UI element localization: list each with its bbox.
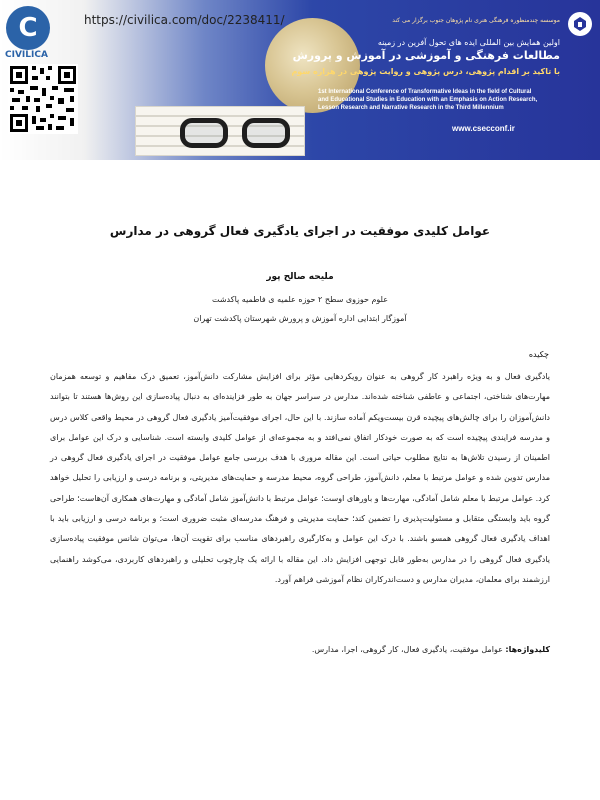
conference-title-line1: اولین همایش بین المللی ایده های تحول آفرین در زمینه xyxy=(377,38,560,47)
keywords xyxy=(50,645,550,654)
civilica-logo[interactable] xyxy=(6,6,50,50)
author-affiliation-2: آموزگار ابتدایی اداره آموزش و پرورش شهرستان پاکدشت تهران xyxy=(193,314,407,323)
conference-title-line2: مطالعات فرهنگی و آموزشی در آموزش و پرورش xyxy=(292,49,560,62)
author-name: ملیحه صالح پور xyxy=(266,272,334,282)
conference-title-en-line1: 1st International Conference of Transformative Ideas in the field of Cultural xyxy=(318,89,532,95)
institute-emblem-icon xyxy=(568,12,592,36)
conference-subtitle: با تاکید بر اقدام پژوهی، درس پژوهی و روایت پژوهی در هزاره سوم xyxy=(291,67,560,76)
civilica-logo-letter: C xyxy=(18,13,38,43)
document-url[interactable]: https://civilica.com/doc/2238411/ xyxy=(84,13,285,27)
keywords-label: کلیدواژه‌ها: xyxy=(505,645,550,654)
conference-title-en-line2: and Educational Studies in Education with an Emphasis on Action Research, xyxy=(318,97,538,103)
abstract-text: یادگیری فعال و به ویژه راهبرد کار گروهی به عنوان رویکردهایی مؤثر برای افزایش مشارکت دانش‌آموز، تعمیق درک مفاهیم و توسعه همزمان مهارت‌های شناختی، اجتماعی و عاطفی شناخته شده‌اند. مدارس در سراسر جهان به طور فزاینده‌ای به دنبال پیاده‌سازی این روش‌ها هستند تا بتوانند دانش‌آموزان را برای چالش‌های پیچیده قرن بیست‌ویکم آماده سازند. با این حال، اجرای موفقیت‌آمیز یادگیری فعال گروهی در محیط واقعی کلاس درس و مدرسه فرایندی پیچیده است که به صورت خودکار اتفاق نمی‌افتد و به مجموعه‌ای از عوامل کلیدی وابسته است. شناسایی و درک این عوامل برای اطمینان از رسیدن تلاش‌ها به نتایج مطلوب حیاتی است. این مقاله مروری با هدف بررسی جامع عوامل موفقیت در اجرای یادگیری فعال گروهی در مدارس تدوین شده و عوامل مرتبط با معلم، دانش‌آموز، طراحی گروه، محیط مدرسه و حمایت‌های مدیریتی، و برنامه درسی و ارزیابی را تحلیل خواهد کرد. عوامل مرتبط با معلم شامل آمادگی، مهارت‌ها و باورهای اوست؛ عوامل مرتبط با دانش‌آموز شامل آمادگی و مهارت‌های همکاری آن‌هاست؛ طراحی گروه باید وابستگی متقابل و مسئولیت‌پذیری را تضمین کند؛ حمایت مدیریتی و فرهنگ مدرسه‌ای مثبت ضروری است؛ و برنامه درسی و ارزیابی باید با اهداف یادگیری فعال گروهی همسو باشند. با درک این عوامل و به‌کارگیری راهبردهای مناسب برای تقویت آن‌ها، می‌توان شانس موفقیت پیاده‌سازی یادگیری فعال گروهی را در مدارس به‌طور قابل توجهی افزایش داد. این مقاله با ارائه یک چارچوب تحلیلی و راهبردهای کاربردی، می‌کوشد راهنمایی ارزشمند برای معلمان، مدیران مدارس و دست‌اندرکاران نظام آموزشی فراهم آورد. xyxy=(50,372,550,584)
conference-title-en-line3: Lesson Research and Narrative Research in the Third Millennium xyxy=(318,105,504,111)
paper-title: عوامل کلیدی موفقیت در اجرای یادگیری فعال گروهی در مدارس xyxy=(109,224,491,238)
keywords-text: عوامل موفقیت، یادگیری فعال، کار گروهی، اجرا، مدارس. xyxy=(311,645,503,654)
qr-code[interactable] xyxy=(8,64,78,134)
qr-code-icon xyxy=(8,64,78,134)
eyeglasses-image xyxy=(180,118,300,152)
organizer-line: موسسه چندمنظوره فرهنگی هنری نام پژوهان جنوب برگزار می کند xyxy=(392,17,560,24)
conference-banner xyxy=(0,0,600,160)
civilica-logo-text: CIVILICA xyxy=(5,50,48,60)
author-affiliation-1: علوم حوزوی سطح ۲ حوزه علمیه ی فاطمیه پاکدشت xyxy=(212,295,388,304)
abstract-heading: چکیده xyxy=(528,350,549,359)
conference-website[interactable]: www.csecconf.ir xyxy=(452,124,515,133)
